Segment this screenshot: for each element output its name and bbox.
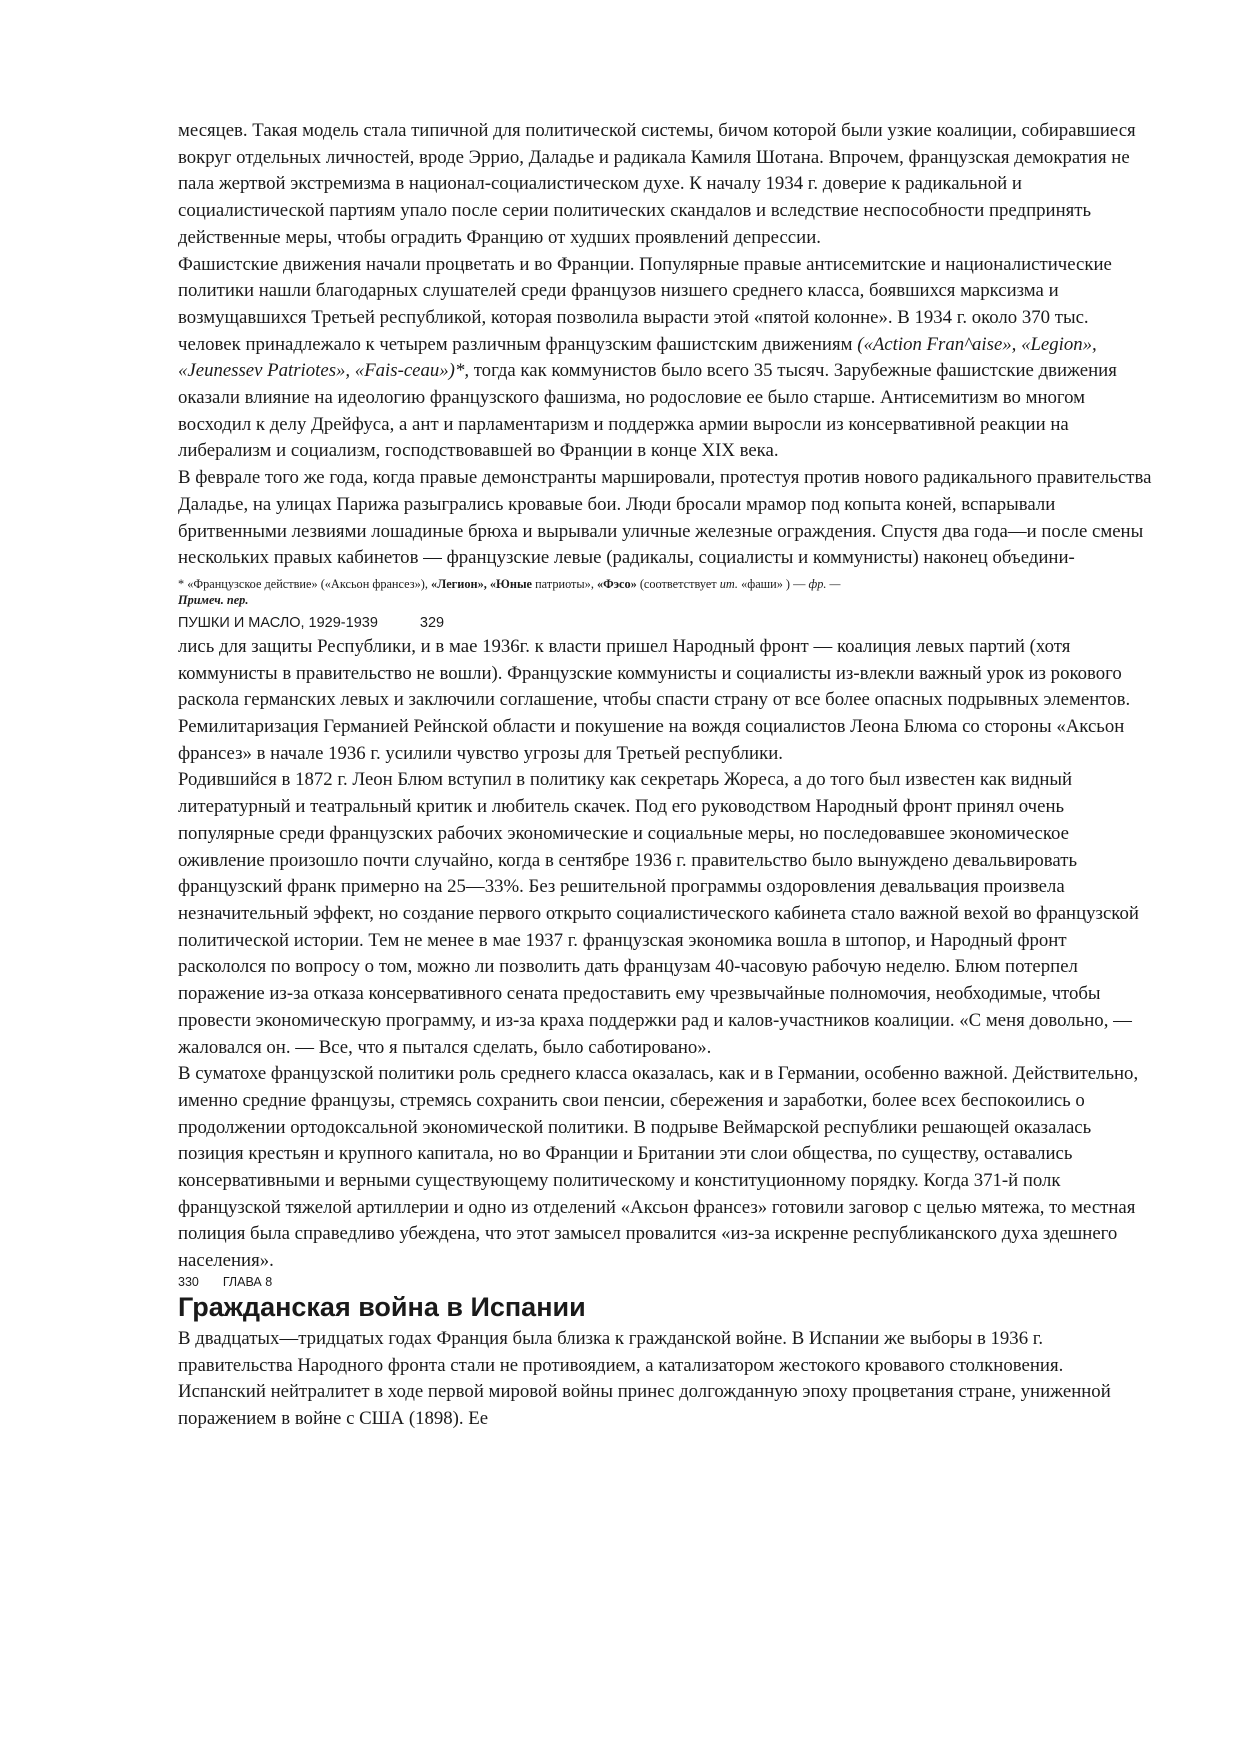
footnote-text-1: * «Французское действие» («Аксьон франсез»), (178, 576, 431, 591)
section-heading: Гражданская война в Испании (178, 1291, 586, 1322)
footnote-text-2: патриоты», (532, 576, 597, 591)
paragraph-5: Родившийся в 1872 г. Леон Блюм вступил в политику как секретарь Жореса, а до того был известен как видный литературный и театральный критик и любитель скачек. Под его руководством Народный фронт принял очень популярные среди французских рабочих экономические и социальные меры, но последовавшее экономическое оживление произошло почти случайно, когда в сентябре 1936 г. правительство было вынуждено девальвировать французский франк примерно на 25—33%. Без решительной программы оздоровления девальвация произвела незначительный эффект, но создание первого открыто социалистического кабинета стало важной вехой во французской политической истории. Тем не менее в мае 1937 г. французская экономика вошла в штопор, и Народный фронт раскололся по вопросу о том, можно ли позволить дать французам 40-часовую рабочую неделю. Блюм потерпел поражение из-за отказа консервативного сената предоставить ему чрезвычайные полномочия, необходимые, чтобы провести экономическую программу, и из-за краха поддержки рад и калов-участников коалиции. «С меня довольно, — жаловался он. — Все, что я пытался сделать, было саботировано». (178, 769, 1139, 1058)
footnote-italic-1: ит. (719, 576, 738, 591)
paragraph-2-text-b: тогда как коммунистов было всего 35 тысяч. Зарубежные фашистские движения оказали влияние на идеологию французского фашизма, но родословие ее было старше. Антисемитизм во многом восходил к делу Дрейфуса, а ант и парламентаризм и поддержка армии выросли из консервативной реакции на либерализм и социализм, господствовавшей во Франции в конце XIX века. (178, 360, 1117, 462)
running-head-title: ГЛАВА 8 (222, 1274, 273, 1289)
paragraph-2-italic: («Action Fran^aise», «Legion», «Jeunessev Patriotes», «Fais-ceau»)*, (178, 333, 1097, 382)
paragraph-7: В двадцатых—тридцатых годах Франция была близка к гражданской войне. В Испании же выборы в 1936 г. правительства Народного фронта стали не противоядием, а катализатором жестокого кровавого столкновения. Испанский нейтралитет в ходе первой мировой войны принес долгожданную эпоху процветания стране, униженной поражением в войне с США (1898). Ее (178, 1327, 1111, 1429)
running-head-title: ПУШКИ И МАСЛО, 1929-1939 (178, 614, 378, 631)
running-head-329 (178, 613, 1153, 633)
document-page (178, 118, 1153, 1433)
footnote-bold-2: «Фэсо» (596, 576, 637, 591)
footnote (178, 576, 1153, 592)
footnote-translator-note: Примеч. пер. (178, 592, 249, 607)
paragraph-6: В суматохе французской политики роль среднего класса оказалась, как и в Германии, особенно важной. Действительно, именно средние французы, стремясь сохранить свои пенсии, сбережения и заработки, более всех беспокоились о продолжении ортодоксальной экономической политики. В подрыве Веймарской республики решающей оказалась позиция крестьян и крупного капитала, но во Франции и Британии эти слои общества, по существу, оставались консервативными и верными существующему политическому и конституционному порядку. Когда 371-й полк французской тяжелой артиллерии и одно из отделений «Аксьон франсез» готовили заговор с целью мятежа, то местная полиция была справедливо убеждена, что этот замысел провалится «из-за искренне республиканского духа здешнего населения». (178, 1063, 1139, 1272)
paragraph-2 (178, 252, 1153, 466)
footnote-text-4: «фаши» ) — (738, 576, 809, 591)
footnote-text-3: (соответствует (636, 576, 720, 591)
running-head-330 (178, 1275, 1153, 1290)
paragraph-4: лись для защиты Республики, и в мае 1936г. к власти пришел Народный фронт — коалиция левых партий (хотя коммунисты в правительство не вошли). Французские коммунисты и социалисты из-влекли важный урок из рокового раскола германских левых и заключили соглашение, чтобы спасти страну от все более опасных подрывных элементов. Ремилитаризация Германией Рейнской области и покушение на вождя социалистов Леона Блюма со стороны «Аксьон франсез» в начале 1936 г. усилили чувство угрозы для Третьей республики. (178, 635, 1131, 764)
paragraph-3: В феврале того же года, когда правые демонстранты маршировали, протестуя против нового радикального правительства Даладье, на улицах Парижа разыгрались кровавые бои. Люди бросали мрамор под копыта коней, вспарывали бритвенными лезвиями лошадиные брюха и вырывали уличные железные ограждения. Спустя два года—и после смены нескольких правых кабинетов — французские левые (радикалы, социалисты и коммунисты) наконец объедини- (178, 467, 1152, 569)
page-number: 329 (419, 614, 445, 631)
paragraph-2-text-a: Фашистские движения начали процветать и во Франции. Популярные правые антисемитские и националистические политики нашли благодарных слушателей среди французов низшего среднего класса, боявшихся марксизма и возмущавшихся Третьей республикой, которая позволила вырасти этой «пятой колонне». В 1934 г. около 370 тыс. человек принадлежало к четырем различным французским фашистским движениям (178, 253, 1112, 355)
footnote-italic-2: фр. — (808, 576, 841, 591)
page-number: 330 (178, 1274, 199, 1289)
paragraph-1: месяцев. Такая модель стала типичной для политической системы, бичом которой были узкие коалиции, собиравшиеся вокруг отдельных личностей, вроде Эррио, Даладье и радикала Камиля Шотана. Впрочем, французская демократия не пала жертвой экстремизма в национал-социалистическом духе. К началу 1934 г. доверие к радикальной и социалистической партиям упало после серии политических скандалов и вследствие неспособности предпринять действенные меры, чтобы оградить Францию от худших проявлений депрессии. (178, 120, 1136, 248)
footnote-bold-1: «Легион», «Юные (430, 576, 533, 591)
